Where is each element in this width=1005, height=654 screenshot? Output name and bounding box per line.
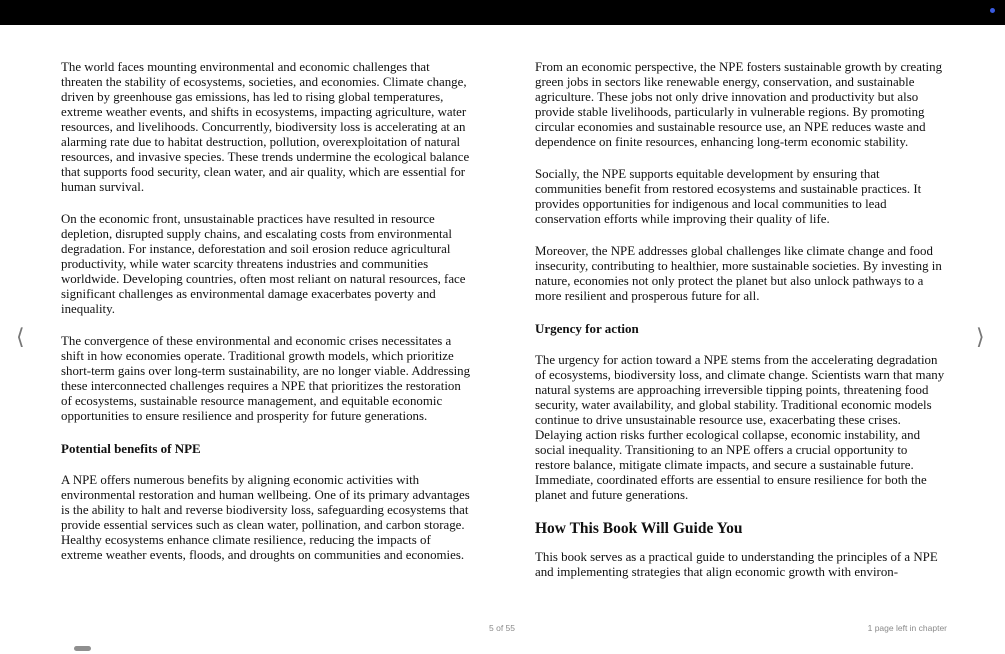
paragraph: The urgency for action toward a NPE stems from the accelerating degradation of ecosystems, biodiversity loss, and climate change. Scientists warn that many natural systems are approaching irreversible tipping points, threatening food security, water availability, and global stability. Traditional economic models continue to drive unsustainable resource use, exacerbating these crises. Delaying action risks further ecological collapse, economic instability, and social inequality. Transitioning to an NPE offers a crucial opportunity to restore balance, mitigate climate impacts, and secure a sustainable future. Immediate, coordinated efforts are essential to ensure resilience for both the planet and future generations.	[535, 353, 945, 502]
paragraph: Socially, the NPE supports equitable development by ensuring that communities benefit from restored ecosystems and sustainable practices. It provides opportunities for indigenous and local communities to lead conservation efforts while improving their quality of life.	[535, 167, 922, 226]
paragraph: On the economic front, unsustainable practices have resulted in resource depletion, disrupted supply chains, and escalating costs from environmental degradation. For instance, deforestation and soil erosion reduce agricultural productivity, while water scarcity threatens industries and communities worldwide. Developing countries, often most reliant on natural resources, face significant challenges as environmental damage exacerbates poverty and inequality.	[61, 212, 466, 316]
page-indicator: 5 of 55	[489, 623, 515, 633]
section-heading: Urgency for action	[535, 321, 639, 336]
paragraph: This book serves as a practical guide to understanding the principles of a NPE and implementing strategies that align economic growth with environ-	[535, 550, 938, 579]
paragraph: From an economic perspective, the NPE fosters sustainable growth by creating green jobs in sectors like renewable energy, conservation, and sustainable agriculture. These jobs not only drive innovation and productivity but also provide stable livelihoods, particularly in vulnerable regions. By promoting circular economies and sustainable resource use, an NPE reduces waste and dependence on finite resources, enhancing long-term economic stability.	[535, 60, 943, 149]
chapter-section-title: How This Book Will Guide You	[535, 520, 743, 537]
top-bar	[0, 0, 1005, 25]
next-page-button[interactable]: ⟩	[976, 325, 985, 350]
section-heading: Potential benefits of NPE	[61, 441, 201, 456]
right-page	[535, 60, 945, 597]
paragraph: The world faces mounting environmental and economic challenges that threaten the stability of ecosystems, societies, and economies. Climate change, driven by greenhouse gas emissions, has led to rising global temperatures, extreme weather events, and shifts in ecosystems, impacting agriculture, water resources, and livelihoods. Concurrently, biodiversity loss is accelerating at an alarming rate due to habitat destruction, pollution, overexploitation of natural resources, and invasive species. These trends undermine the ecological balance that supports food security, clean water, and air quality, which are essential for human survival.	[61, 60, 470, 194]
paragraph: The convergence of these environmental and economic crises necessitates a shift in how economies operate. Traditional growth models, which prioritize short-term gains over long-term sustainability, are no longer viable. Addressing these interconnected challenges requires a NPE that prioritizes the restoration of ecosystems, sustainable resource management, and equitable economic opportunities to ensure resilience and prosperity for future generations.	[61, 334, 471, 423]
status-dot-icon	[990, 8, 995, 13]
scrubber-handle[interactable]	[74, 646, 91, 651]
chapter-progress: 1 page left in chapter	[867, 623, 947, 633]
paragraph: A NPE offers numerous benefits by aligning economic activities with environmental restoration and human wellbeing. One of its primary advantages is the ability to halt and reverse biodiversity loss, safeguarding ecosystems that provide essential services such as clean water, pollination, and carbon storage. Healthy ecosystems enhance climate resilience, reducing the impacts of extreme weather events, floods, and droughts on communities and economies.	[61, 473, 470, 562]
paragraph: Moreover, the NPE addresses global challenges like climate change and food insecurity, contributing to healthier, more sustainable societies. By investing in nature, economies not only protect the planet but also unlock pathways to a more resilient and prosperous future for all.	[535, 244, 942, 303]
left-page	[61, 60, 471, 580]
previous-page-button[interactable]: ⟨	[16, 325, 25, 350]
